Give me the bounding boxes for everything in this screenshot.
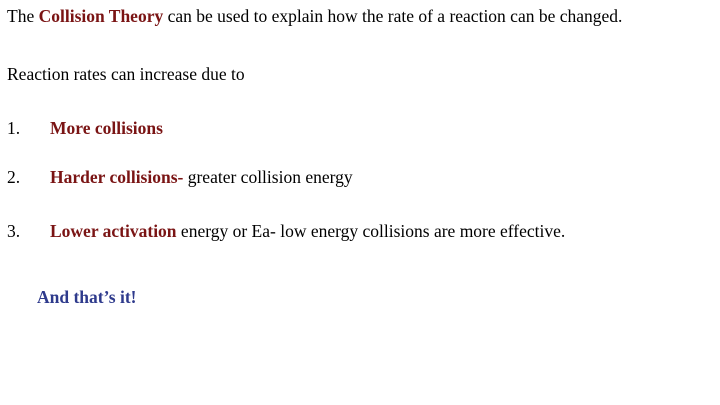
closing-remark: And that’s it! xyxy=(37,287,137,307)
intro-term: Collision Theory xyxy=(38,6,164,26)
list-item-highlight: More collisions xyxy=(50,118,163,138)
list-item-number: 1. xyxy=(7,118,21,138)
list-item-number: 2. xyxy=(7,167,21,187)
list-item-highlight: Harder collisions- xyxy=(50,167,184,187)
lead-sentence: Reaction rates can increase due to xyxy=(7,64,245,84)
intro-suffix: can be used to explain how the rate of a reaction can be changed. xyxy=(163,6,623,26)
list-item-number: 3. xyxy=(7,221,21,241)
list-item-text xyxy=(50,166,353,188)
intro-sentence xyxy=(7,5,622,27)
list-item-text xyxy=(50,117,163,139)
list-item-rest: energy or Ea- low energy collisions are more effective. xyxy=(176,221,566,241)
list-item-text xyxy=(50,220,565,242)
intro-prefix: The xyxy=(7,6,39,26)
list-item-rest: greater collision energy xyxy=(183,167,353,187)
list-item-highlight: Lower activation xyxy=(50,221,177,241)
